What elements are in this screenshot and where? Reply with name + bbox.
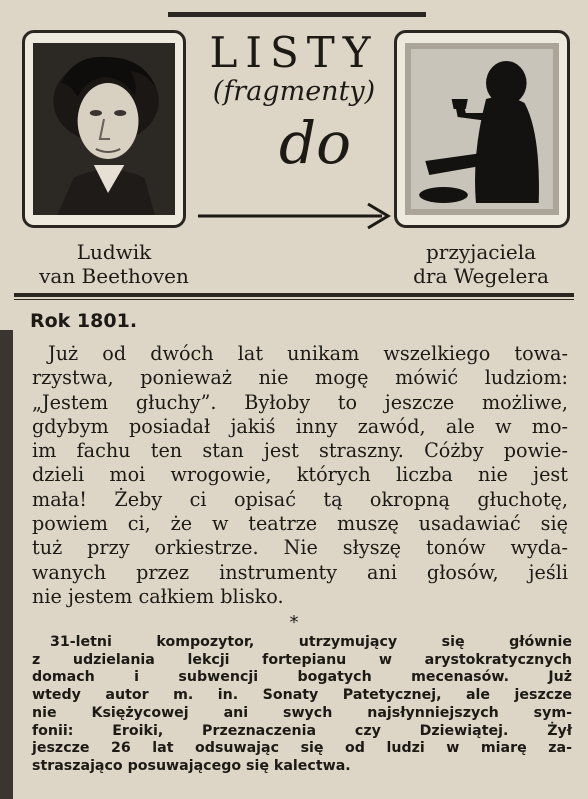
text-line: tuż przy orkiestrze. Nie słyszę tonów wyda- <box>32 536 568 560</box>
arrow-right-icon <box>196 196 392 236</box>
text-line: rzystwa, ponieważ nie mogę mówić ludziom: <box>32 366 568 390</box>
section-divider <box>14 293 574 297</box>
article-script-word: do <box>278 109 352 177</box>
text-line: dzieli moi wrogowie, których liczba nie jest <box>32 463 568 487</box>
caption-line: van Beethoven <box>39 264 189 288</box>
text-line: wanych przez instrumenty ani głosów, jeśli <box>32 560 568 584</box>
note-line: fonii: Eroiki, Przeznaczenia czy Dziewiątej. Żył <box>32 722 572 739</box>
note-line: wtedy autor m. in. Sonaty Patetycznej, ale jeszcze <box>32 687 572 704</box>
text-line: Już od dwóch lat unikam wszelkiego towa- <box>48 342 568 365</box>
page-edge-shadow <box>0 330 13 799</box>
separator-star: * <box>289 612 299 633</box>
caption-line: Ludwik <box>76 240 152 264</box>
note-line: jeszcze 26 lat odsuwając się od ludzi w miarę za- <box>32 740 572 757</box>
text-line: „Jestem głuchy”. Byłoby to jeszcze możliwe, <box>32 390 568 414</box>
beethoven-portrait-image <box>33 43 175 215</box>
section-divider-thin <box>14 299 574 300</box>
note-line: nie Księżycowej ani swych najsłynniejszych sym- <box>32 704 572 721</box>
text-line: nie jestem całkiem blisko. <box>32 584 284 608</box>
article-subtitle: (fragmenty) <box>212 76 376 107</box>
note-line: 31-letni kompozytor, utrzymujący się głównie <box>50 634 572 650</box>
caption-beethoven <box>24 240 204 288</box>
caption-wegeler <box>386 240 576 288</box>
text-line: powiem ci, że w teatrze muszę usadawiać się <box>32 512 568 536</box>
note-line: z udzielania lekcji fortepianu w arystokratycznych <box>32 651 572 668</box>
letter-body <box>32 342 568 609</box>
text-line: gdybym posiadał jakiś inny zawód, ale w mo- <box>32 414 568 438</box>
caption-line: przyjaciela <box>425 240 537 264</box>
wegeler-silhouette-frame <box>394 30 570 228</box>
text-line: mała! Żeby ci opisać tą okropną głuchotę, <box>32 487 568 511</box>
wegeler-silhouette-image <box>405 43 559 215</box>
text-line: im fachu ten stan jest straszny. Cóżby powie- <box>32 439 568 463</box>
section-heading: Rok 1801. <box>30 310 138 332</box>
beethoven-portrait-frame <box>22 30 186 228</box>
top-rule <box>168 12 426 17</box>
note-line: straszająco posuwającego się kalectwa. <box>32 757 351 774</box>
editorial-note <box>32 634 572 776</box>
article-title: LISTY <box>209 28 379 77</box>
note-line: domach i subwencji bogatych mecenasów. Już <box>32 669 572 686</box>
caption-line: dra Wegelera <box>413 264 549 288</box>
